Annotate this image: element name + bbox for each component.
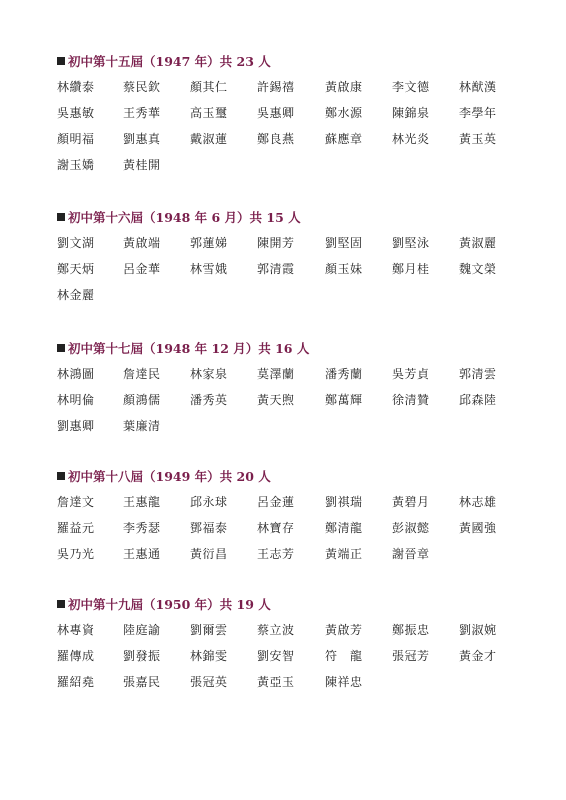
student-name: 王惠通 (123, 547, 161, 561)
student-name: 羅紹堯 (57, 675, 95, 689)
student-name: 陳錦泉 (392, 106, 430, 120)
student-name: 陸庭諭 (123, 623, 161, 637)
student-name: 林專資 (57, 623, 95, 637)
graduating-class-section (57, 52, 537, 183)
class-heading-text: 初中第十七屆（1948 年 12 月）共 16 人 (68, 341, 310, 356)
student-name: 呂金華 (123, 262, 161, 276)
student-name: 顏明福 (57, 132, 95, 146)
student-name: 黃亞玉 (257, 675, 295, 689)
student-name: 黃國強 (459, 521, 497, 535)
student-name: 劉堅固 (325, 236, 363, 250)
class-heading-text: 初中第十九屆（1950 年）共 19 人 (68, 597, 271, 612)
student-name: 羅益元 (57, 521, 95, 535)
student-name: 黃衍昌 (190, 547, 228, 561)
student-name: 符 龍 (325, 649, 363, 663)
graduating-class-section (57, 339, 537, 444)
student-name: 林錦雯 (190, 649, 228, 663)
student-name: 黃桂開 (123, 158, 161, 172)
student-name: 劉祺瑞 (325, 495, 363, 509)
square-bullet-icon (57, 472, 65, 480)
student-name: 劉文湖 (57, 236, 95, 250)
class-heading-text: 初中第十六屆（1948 年 6 月）共 15 人 (68, 210, 301, 225)
student-name: 李文德 (392, 80, 430, 94)
student-name: 葉廉清 (123, 419, 161, 433)
student-name: 鄭水源 (325, 106, 363, 120)
student-name: 黃啟康 (325, 80, 363, 94)
class-heading (57, 208, 537, 226)
student-name: 鄭良燕 (257, 132, 295, 146)
student-name: 彭淑懿 (392, 521, 430, 535)
student-name: 吳惠敏 (57, 106, 95, 120)
student-name: 顏玉妹 (325, 262, 363, 276)
square-bullet-icon (57, 213, 65, 221)
student-name: 林金麗 (57, 288, 95, 302)
student-name: 劉堅泳 (392, 236, 430, 250)
student-name: 王秀華 (123, 106, 161, 120)
square-bullet-icon (57, 600, 65, 608)
student-name: 黃金才 (459, 649, 497, 663)
student-name: 郭清霞 (257, 262, 295, 276)
student-name: 黃碧月 (392, 495, 430, 509)
student-name: 徐清贊 (392, 393, 430, 407)
class-heading-text: 初中第十八屆（1949 年）共 20 人 (68, 469, 271, 484)
student-name: 張冠芳 (392, 649, 430, 663)
student-name: 王惠龍 (123, 495, 161, 509)
student-name: 吳乃光 (57, 547, 95, 561)
student-name: 林纘泰 (57, 80, 95, 94)
student-name: 鄧福泰 (190, 521, 228, 535)
student-name-list (57, 622, 537, 700)
class-heading (57, 595, 537, 613)
square-bullet-icon (57, 344, 65, 352)
student-name: 劉發振 (123, 649, 161, 663)
student-name: 邱森陸 (459, 393, 497, 407)
student-name: 吳芳貞 (392, 367, 430, 381)
student-name: 謝晉章 (392, 547, 430, 561)
student-name-list (57, 366, 537, 444)
student-name: 鄭清龍 (325, 521, 363, 535)
student-name-list (57, 79, 537, 183)
student-name: 郭清雲 (459, 367, 497, 381)
student-name: 黃玉英 (459, 132, 497, 146)
student-name: 魏文榮 (459, 262, 497, 276)
student-name: 林猷漢 (459, 80, 497, 94)
student-name: 林明倫 (57, 393, 95, 407)
student-name: 劉惠真 (123, 132, 161, 146)
student-name-list (57, 235, 537, 313)
student-name: 張冠英 (190, 675, 228, 689)
student-name: 林雪娥 (190, 262, 228, 276)
graduating-class-section (57, 467, 537, 572)
student-name: 林志雄 (459, 495, 497, 509)
class-heading (57, 467, 537, 485)
student-name: 邱永球 (190, 495, 228, 509)
student-name: 劉安智 (257, 649, 295, 663)
student-name: 潘秀英 (190, 393, 228, 407)
student-name: 顏鴻儒 (123, 393, 161, 407)
student-name: 李秀瑟 (123, 521, 161, 535)
student-name: 蔡立波 (257, 623, 295, 637)
student-name: 莫澤蘭 (257, 367, 295, 381)
student-name: 黃啟芳 (325, 623, 363, 637)
student-name: 李學年 (459, 106, 497, 120)
student-name: 吳惠卿 (257, 106, 295, 120)
student-name: 詹達民 (123, 367, 161, 381)
student-name: 羅傳成 (57, 649, 95, 663)
square-bullet-icon (57, 57, 65, 65)
student-name: 呂金蓮 (257, 495, 295, 509)
student-name: 許錫禧 (257, 80, 295, 94)
student-name: 鄭振忠 (392, 623, 430, 637)
student-name: 鄭月桂 (392, 262, 430, 276)
student-name: 鄭萬輝 (325, 393, 363, 407)
student-name: 戴淑蓮 (190, 132, 228, 146)
student-name: 張嘉民 (123, 675, 161, 689)
student-name: 謝玉嬌 (57, 158, 95, 172)
graduating-class-section (57, 208, 537, 313)
student-name: 黃天煦 (257, 393, 295, 407)
student-name: 陳開芳 (257, 236, 295, 250)
graduating-class-section (57, 595, 537, 700)
student-name: 林光炎 (392, 132, 430, 146)
class-heading (57, 52, 537, 70)
student-name: 劉淑婉 (459, 623, 497, 637)
student-name: 潘秀蘭 (325, 367, 363, 381)
student-name: 詹達文 (57, 495, 95, 509)
student-name: 蘇應章 (325, 132, 363, 146)
student-name: 鄭天炳 (57, 262, 95, 276)
student-name: 劉爾雲 (190, 623, 228, 637)
student-name: 郭蓮娣 (190, 236, 228, 250)
student-name: 顏其仁 (190, 80, 228, 94)
student-name: 黃啟端 (123, 236, 161, 250)
student-name: 陳祥忠 (325, 675, 363, 689)
class-heading (57, 339, 537, 357)
student-name-list (57, 494, 537, 572)
student-name: 蔡民欽 (123, 80, 161, 94)
student-name: 黃淑麗 (459, 236, 497, 250)
class-heading-text: 初中第十五屆（1947 年）共 23 人 (68, 54, 271, 69)
student-name: 林家泉 (190, 367, 228, 381)
student-name: 劉惠卿 (57, 419, 95, 433)
student-name: 黃端正 (325, 547, 363, 561)
student-name: 王志芳 (257, 547, 295, 561)
student-name: 高玉璽 (190, 106, 228, 120)
student-name: 林鴻圖 (57, 367, 95, 381)
student-name: 林寶存 (257, 521, 295, 535)
